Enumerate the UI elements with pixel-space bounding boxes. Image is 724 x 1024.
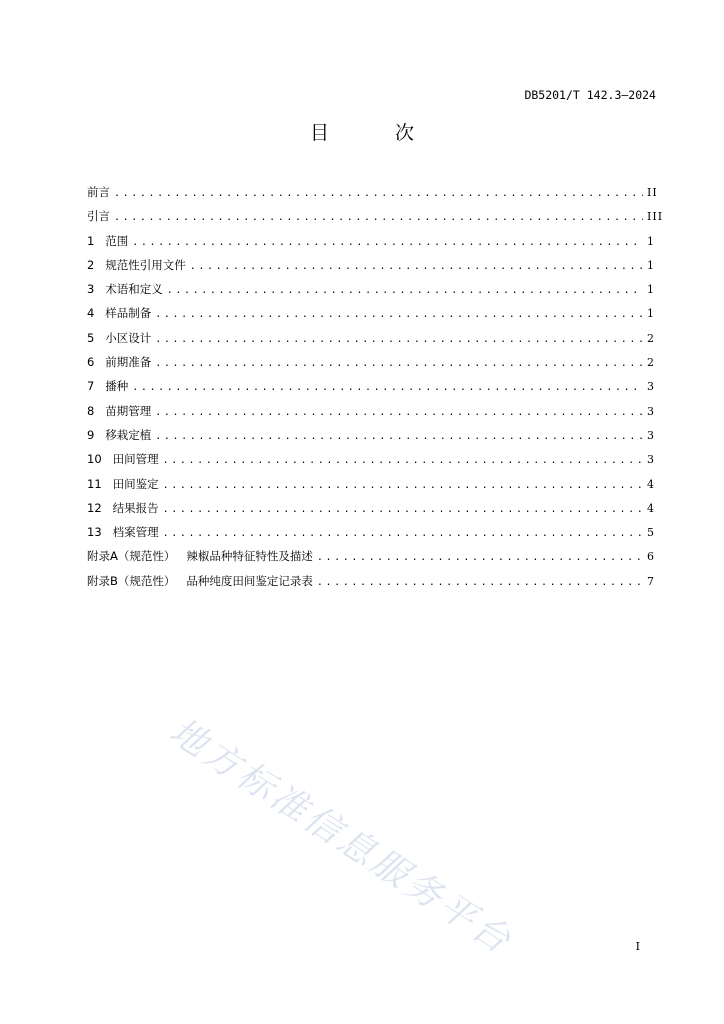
- toc-dot-leader: [155, 303, 643, 327]
- toc-entry[interactable]: [87, 520, 655, 544]
- toc-entry-title: 结果报告: [112, 500, 159, 515]
- toc-dot-leader: [317, 571, 643, 595]
- toc-entry-page: 3: [647, 453, 655, 467]
- toc-entry-number: 6: [87, 355, 106, 370]
- toc-dot-leader: [155, 328, 643, 352]
- toc-entry-page: 3: [647, 404, 655, 418]
- toc-entry-number: 13: [87, 525, 113, 540]
- toc-entry-title: 前期准备: [105, 355, 152, 370]
- toc-entry-title: 术语和定义: [105, 282, 163, 297]
- toc-entry-title: 样品制备: [105, 306, 152, 321]
- toc-entry-title: 引言: [87, 209, 110, 224]
- toc-entry-page: 1: [647, 234, 655, 248]
- toc-entry[interactable]: [87, 229, 655, 253]
- toc-entry[interactable]: [87, 180, 658, 204]
- toc-dot-leader: [163, 498, 643, 522]
- toc-entry[interactable]: [87, 544, 655, 568]
- toc-entry-number: 8: [87, 403, 106, 418]
- table-of-contents: [87, 180, 664, 593]
- toc-entry[interactable]: [87, 301, 655, 325]
- toc-entry-number: 2: [87, 257, 106, 272]
- toc-entry-page: 1: [647, 307, 655, 321]
- toc-entry-page: 6: [647, 550, 655, 564]
- toc-entry-number: 3: [87, 282, 106, 297]
- toc-entry-number: 10: [87, 452, 113, 467]
- page-number: I: [635, 940, 640, 953]
- toc-entry-page: 5: [647, 526, 655, 540]
- watermark: 地方标准信息服务平台: [162, 710, 521, 964]
- toc-dot-leader: [155, 352, 643, 376]
- toc-entry[interactable]: [87, 374, 655, 398]
- toc-entry-title: 小区设计: [105, 330, 152, 345]
- toc-dot-leader: [167, 279, 643, 303]
- toc-dot-leader: [132, 231, 643, 255]
- toc-dot-leader: [163, 449, 643, 473]
- toc-entry[interactable]: [87, 447, 655, 471]
- toc-entry-title: 范围: [105, 233, 129, 248]
- toc-entry-title: 移栽定植: [105, 427, 152, 442]
- toc-dot-leader: [163, 474, 643, 498]
- toc-entry[interactable]: [87, 204, 664, 228]
- toc-entry-number: 附录A（规范性）: [87, 549, 187, 564]
- toc-entry[interactable]: [87, 326, 655, 350]
- toc-entry-title: 前言: [87, 185, 110, 199]
- toc-entry[interactable]: [87, 399, 655, 423]
- toc-entry-title: 播种: [105, 379, 129, 394]
- toc-dot-leader: [114, 182, 643, 206]
- toc-entry-page: 2: [647, 356, 655, 370]
- toc-entry-number: 1: [87, 233, 106, 248]
- toc-dot-leader: [132, 376, 643, 400]
- toc-entry[interactable]: [87, 496, 655, 520]
- toc-entry-page: 3: [647, 428, 655, 442]
- toc-entry-page: 3: [647, 380, 655, 394]
- toc-dot-leader: [155, 425, 643, 449]
- toc-entry[interactable]: [87, 277, 655, 301]
- toc-entry-number: 附录B（规范性）: [87, 573, 187, 588]
- document-code: DB5201/T 142.3—2024: [524, 88, 656, 102]
- toc-entry[interactable]: [87, 472, 655, 496]
- toc-entry[interactable]: [87, 350, 655, 374]
- toc-entry-page: 2: [647, 331, 655, 345]
- toc-entry-title: 品种纯度田间鉴定记录表: [186, 573, 313, 588]
- toc-entry[interactable]: [87, 423, 655, 447]
- toc-entry-title: 规范性引用文件: [105, 257, 186, 272]
- toc-dot-leader: [163, 522, 643, 546]
- toc-entry-number: 7: [87, 379, 106, 394]
- toc-entry-number: 5: [87, 330, 106, 345]
- toc-entry-page: III: [647, 210, 664, 224]
- toc-dot-leader: [155, 401, 643, 425]
- toc-entry-page: 1: [647, 258, 655, 272]
- toc-entry-number: 9: [87, 427, 106, 442]
- toc-entry-page: 1: [647, 283, 655, 297]
- toc-entry-page: 7: [647, 574, 655, 588]
- toc-entry-title: 田间鉴定: [112, 476, 159, 491]
- toc-entry[interactable]: [87, 253, 655, 277]
- toc-entry-title: 田间管理: [112, 452, 159, 467]
- toc-entry-title: 档案管理: [112, 525, 159, 540]
- toc-dot-leader: [114, 206, 643, 230]
- toc-entry-number: 4: [87, 306, 106, 321]
- toc-dot-leader: [190, 255, 643, 279]
- toc-entry-page: 4: [647, 501, 655, 515]
- toc-entry-title: 辣椒品种特征特性及描述: [186, 549, 313, 564]
- toc-entry-page: 4: [647, 477, 655, 491]
- toc-dot-leader: [317, 546, 643, 570]
- toc-entry-title: 苗期管理: [105, 403, 152, 418]
- toc-entry[interactable]: [87, 569, 655, 593]
- toc-entry-number: 12: [87, 500, 113, 515]
- page-title: 目 次: [309, 122, 445, 144]
- toc-entry-number: 11: [87, 476, 113, 491]
- toc-entry-page: II: [647, 186, 658, 199]
